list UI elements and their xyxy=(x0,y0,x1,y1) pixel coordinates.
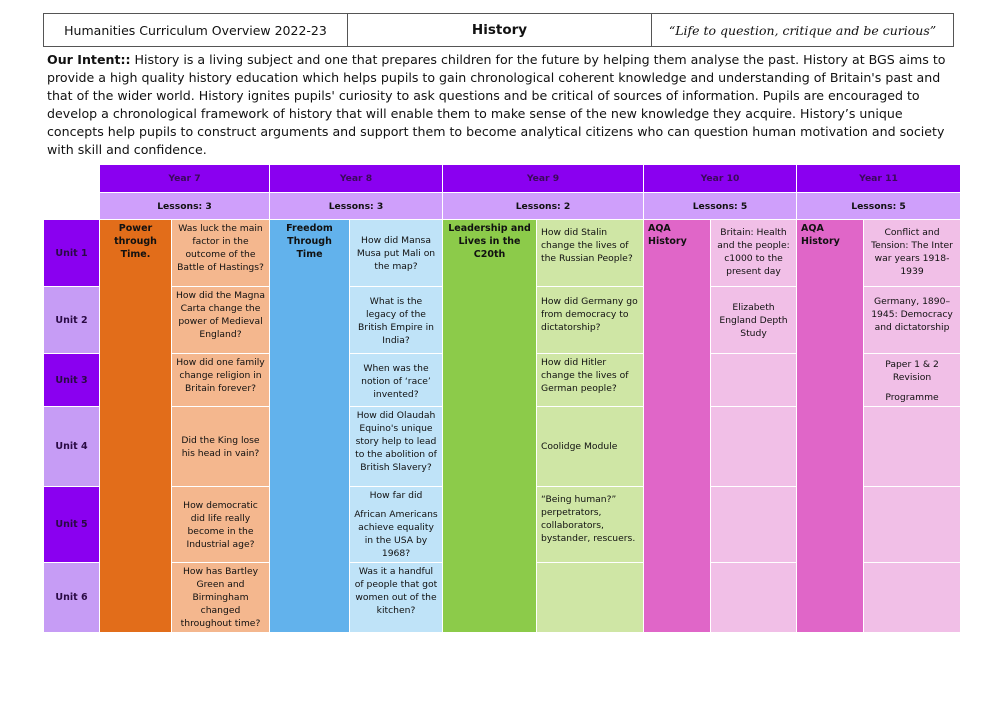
year-8-unit-1: How did Mansa Musa put Mali on the map? xyxy=(350,220,443,287)
year-11-unit-4 xyxy=(864,407,961,487)
year-11-unit-2: Germany, 1890–1945: Democracy and dictatorship xyxy=(864,287,961,354)
year-7-unit-2: How did the Magna Carta change the power of Medieval England? xyxy=(172,287,270,354)
year-9-unit-4: Coolidge Module xyxy=(537,407,644,487)
motto: “Life to question, critique and be curious” xyxy=(652,14,954,47)
year-8-unit-3: When was the notion of ‘race’ invented? xyxy=(350,354,443,407)
subject-title: History xyxy=(348,14,652,47)
unit-1-label: Unit 1 xyxy=(44,220,100,287)
year-9-header: Year 9 xyxy=(443,165,644,193)
year-11-unit-6 xyxy=(864,563,961,633)
corner-cell xyxy=(44,193,100,220)
year-10-unit-3 xyxy=(711,354,797,407)
year-10-lessons: Lessons: 5 xyxy=(644,193,797,220)
intent-paragraph xyxy=(47,51,957,159)
year-8-unit-4: How did Olaudah Equino's unique story help to lead to the abolition of British Slavery? xyxy=(350,407,443,487)
unit-5-label: Unit 5 xyxy=(44,487,100,563)
year-9-theme: Leadership and Lives in the C20th xyxy=(443,220,537,633)
year-9-lessons: Lessons: 2 xyxy=(443,193,644,220)
year-10-unit-6 xyxy=(711,563,797,633)
year-10-unit-1: Britain: Health and the people: c1000 to the present day xyxy=(711,220,797,287)
year-11-unit-3 xyxy=(864,354,961,407)
year-11-unit-5 xyxy=(864,487,961,563)
year-7-unit-4: Did the King lose his head in vain? xyxy=(172,407,270,487)
unit-3-label: Unit 3 xyxy=(44,354,100,407)
year-9-unit-2: How did Germany go from democracy to dictatorship? xyxy=(537,287,644,354)
year-11-unit-1: Conflict and Tension: The Inter war years 1918-1939 xyxy=(864,220,961,287)
year-9-unit-5: “Being human?” perpetrators, collaborators, bystander, rescuers. xyxy=(537,487,644,563)
year-10-unit-5 xyxy=(711,487,797,563)
year-8-unit-5-line-2: African Americans achieve equality in the USA by 1968? xyxy=(354,509,438,559)
corner-cell xyxy=(44,165,100,193)
year-7-unit-1: Was luck the main factor in the outcome of the Battle of Hastings? xyxy=(172,220,270,287)
header-table xyxy=(43,13,954,47)
year-8-unit-2: What is the legacy of the British Empire in India? xyxy=(350,287,443,354)
year-10-header: Year 10 xyxy=(644,165,797,193)
year-8-lessons: Lessons: 3 xyxy=(270,193,443,220)
year-8-unit-5 xyxy=(350,487,443,563)
unit-4-label: Unit 4 xyxy=(44,407,100,487)
year-7-lessons: Lessons: 3 xyxy=(100,193,270,220)
unit-6-label: Unit 6 xyxy=(44,563,100,633)
year-11-header: Year 11 xyxy=(797,165,961,193)
year-10-unit-2: Elizabeth England Depth Study xyxy=(711,287,797,354)
unit-2-label: Unit 2 xyxy=(44,287,100,354)
year-7-header: Year 7 xyxy=(100,165,270,193)
year-7-theme: Power through Time. xyxy=(100,220,172,633)
year-8-header: Year 8 xyxy=(270,165,443,193)
year-11-theme: AQA History xyxy=(797,220,864,633)
year-11-lessons: Lessons: 5 xyxy=(797,193,961,220)
year-11-unit-3-line-2: Programme xyxy=(885,392,939,403)
year-7-unit-3: How did one family change religion in Britain forever? xyxy=(172,354,270,407)
year-11-unit-3-line-1: Paper 1 & 2 Revision xyxy=(885,359,939,383)
year-8-unit-5-line-1: How far did xyxy=(369,490,423,501)
year-10-unit-4 xyxy=(711,407,797,487)
year-9-unit-6 xyxy=(537,563,644,633)
year-9-unit-1: How did Stalin change the lives of the Russian People? xyxy=(537,220,644,287)
year-7-unit-5: How democratic did life really become in the Industrial age? xyxy=(172,487,270,563)
year-8-theme: Freedom Through Time xyxy=(270,220,350,633)
intent-text: History is a living subject and one that prepares children for the future by helping them analyse the past. History at BGS aims to provide a high quality history education which helps pupils to gain chronological coherent knowledge and understanding of Britain's past and that of the wider world. History ignites pupils' curiosity to ask questions and be critical of sources of information. Pupils are encouraged to develop a chronological framework of history that will enable them to make sense of the new knowledge they acquire. History’s unique concepts help pupils to construct arguments and support them to become analytical citizens who can question human motivation and society with skill and confidence. xyxy=(47,52,946,157)
year-7-unit-6: How has Bartley Green and Birmingham changed throughout time? xyxy=(172,563,270,633)
document-title: Humanities Curriculum Overview 2022-23 xyxy=(44,14,348,47)
curriculum-grid xyxy=(43,164,961,633)
year-10-theme: AQA History xyxy=(644,220,711,633)
year-9-unit-3: How did Hitler change the lives of German people? xyxy=(537,354,644,407)
year-8-unit-6: Was it a handful of people that got women out of the kitchen? xyxy=(350,563,443,633)
intent-label: Our Intent:: xyxy=(47,52,131,67)
